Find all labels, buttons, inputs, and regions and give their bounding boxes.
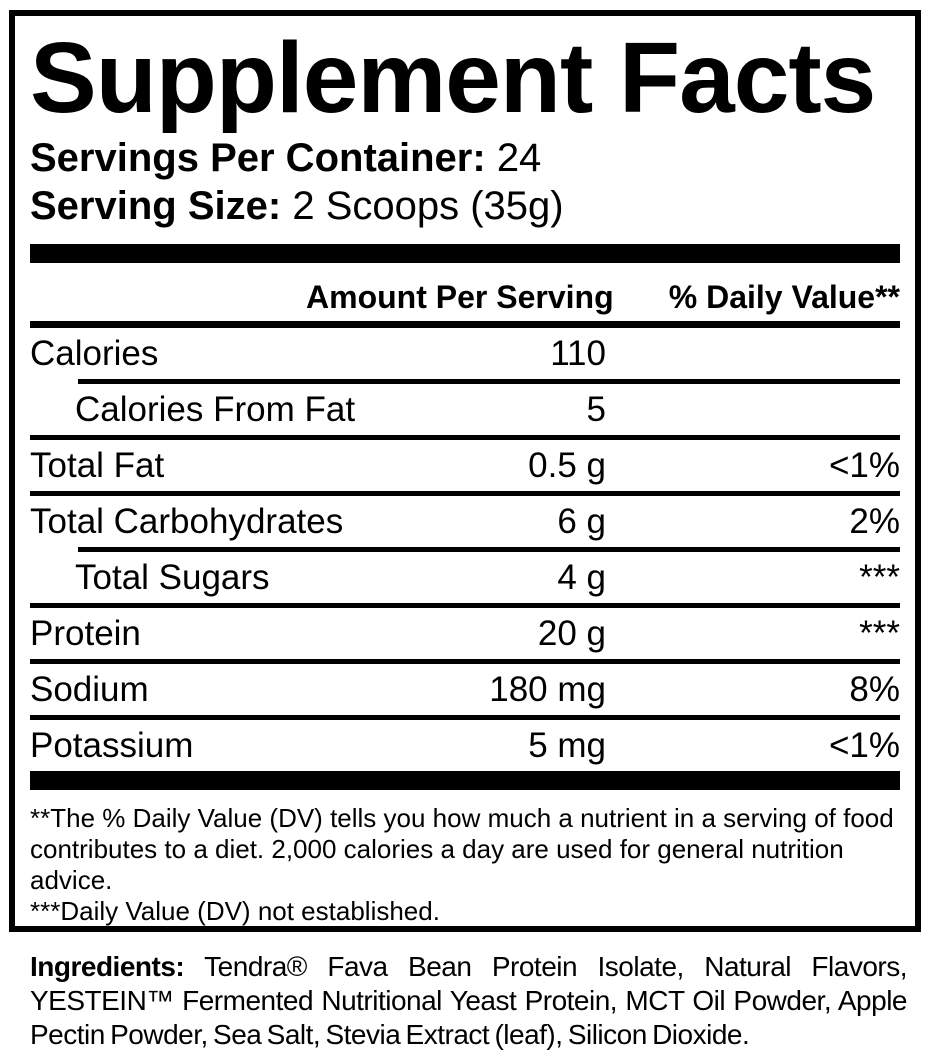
serving-size-label: Serving Size: xyxy=(30,184,282,228)
nutrient-name: Potassium xyxy=(30,725,194,765)
table-row xyxy=(30,496,900,547)
thick-rule-top xyxy=(30,244,900,263)
nutrient-amount: 6 g xyxy=(557,501,606,541)
nutrient-daily-value: 2% xyxy=(849,501,900,541)
nutrient-amount: 5 mg xyxy=(528,725,606,765)
table-header-row xyxy=(30,263,900,328)
nutrient-name: Calories xyxy=(30,333,159,373)
supplement-facts-panel xyxy=(9,10,921,932)
nutrient-amount: 180 mg xyxy=(489,669,606,709)
nutrient-daily-value: *** xyxy=(859,613,900,653)
servings-per-container-line xyxy=(30,134,900,182)
serving-size-value: 2 Scoops (35g) xyxy=(292,184,564,228)
nutrient-daily-value: <1% xyxy=(828,725,900,765)
nutrient-name: Total Fat xyxy=(30,445,165,485)
nutrient-name: Protein xyxy=(30,613,141,653)
table-row xyxy=(30,328,900,379)
ingredients xyxy=(30,950,907,1052)
nutrient-daily-value: 8% xyxy=(849,669,900,709)
table-row xyxy=(30,664,900,715)
nutrient-daily-value: *** xyxy=(859,557,900,597)
footnote-daily-value: **The % Daily Value (DV) tells you how much a nutrient in a serving of food contributes to a diet. 2,000 calories a day are used for general nutrition advice. xyxy=(30,803,894,895)
nutrient-amount: 5 xyxy=(586,389,606,429)
table-row xyxy=(30,384,900,435)
table-row xyxy=(30,552,900,603)
serving-size-line xyxy=(30,182,900,230)
panel-title: Supplement Facts xyxy=(30,22,876,134)
ingredients-label: Ingredients: xyxy=(30,951,185,982)
nutrient-name: Total Sugars xyxy=(75,557,270,597)
nutrient-name: Total Carbohydrates xyxy=(30,501,344,541)
nutrient-amount: 0.5 g xyxy=(528,445,606,485)
thick-rule-bottom xyxy=(30,771,900,790)
nutrient-amount: 4 g xyxy=(557,557,606,597)
nutrient-amount: 20 g xyxy=(537,613,606,653)
nutrient-name: Calories From Fat xyxy=(75,389,356,429)
nutrient-amount: 110 xyxy=(550,333,606,373)
nutrient-name: Sodium xyxy=(30,669,149,709)
footnotes xyxy=(30,790,900,927)
header-amount-per-serving: Amount Per Serving xyxy=(306,279,614,315)
header-daily-value: % Daily Value** xyxy=(668,279,900,315)
nutrient-rows xyxy=(30,328,900,771)
table-row xyxy=(30,608,900,659)
table-row xyxy=(30,720,900,771)
serving-info xyxy=(30,134,900,230)
servings-per-container-label: Servings Per Container: xyxy=(30,136,486,180)
ingredients-text: Tendra® Fava Bean Protein Isolate, Natural Flavors, YESTEIN™ Fermented Nutritional Yeast Protein, MCT Oil Powder, Apple Pectin Powder, Sea Salt, Stevia Extract (leaf), Silicon Dioxide. xyxy=(30,951,907,1050)
servings-per-container-value: 24 xyxy=(496,136,542,180)
footnote-not-established: ***Daily Value (DV) not established. xyxy=(30,896,440,926)
table-row xyxy=(30,440,900,491)
nutrient-daily-value: <1% xyxy=(828,445,900,485)
